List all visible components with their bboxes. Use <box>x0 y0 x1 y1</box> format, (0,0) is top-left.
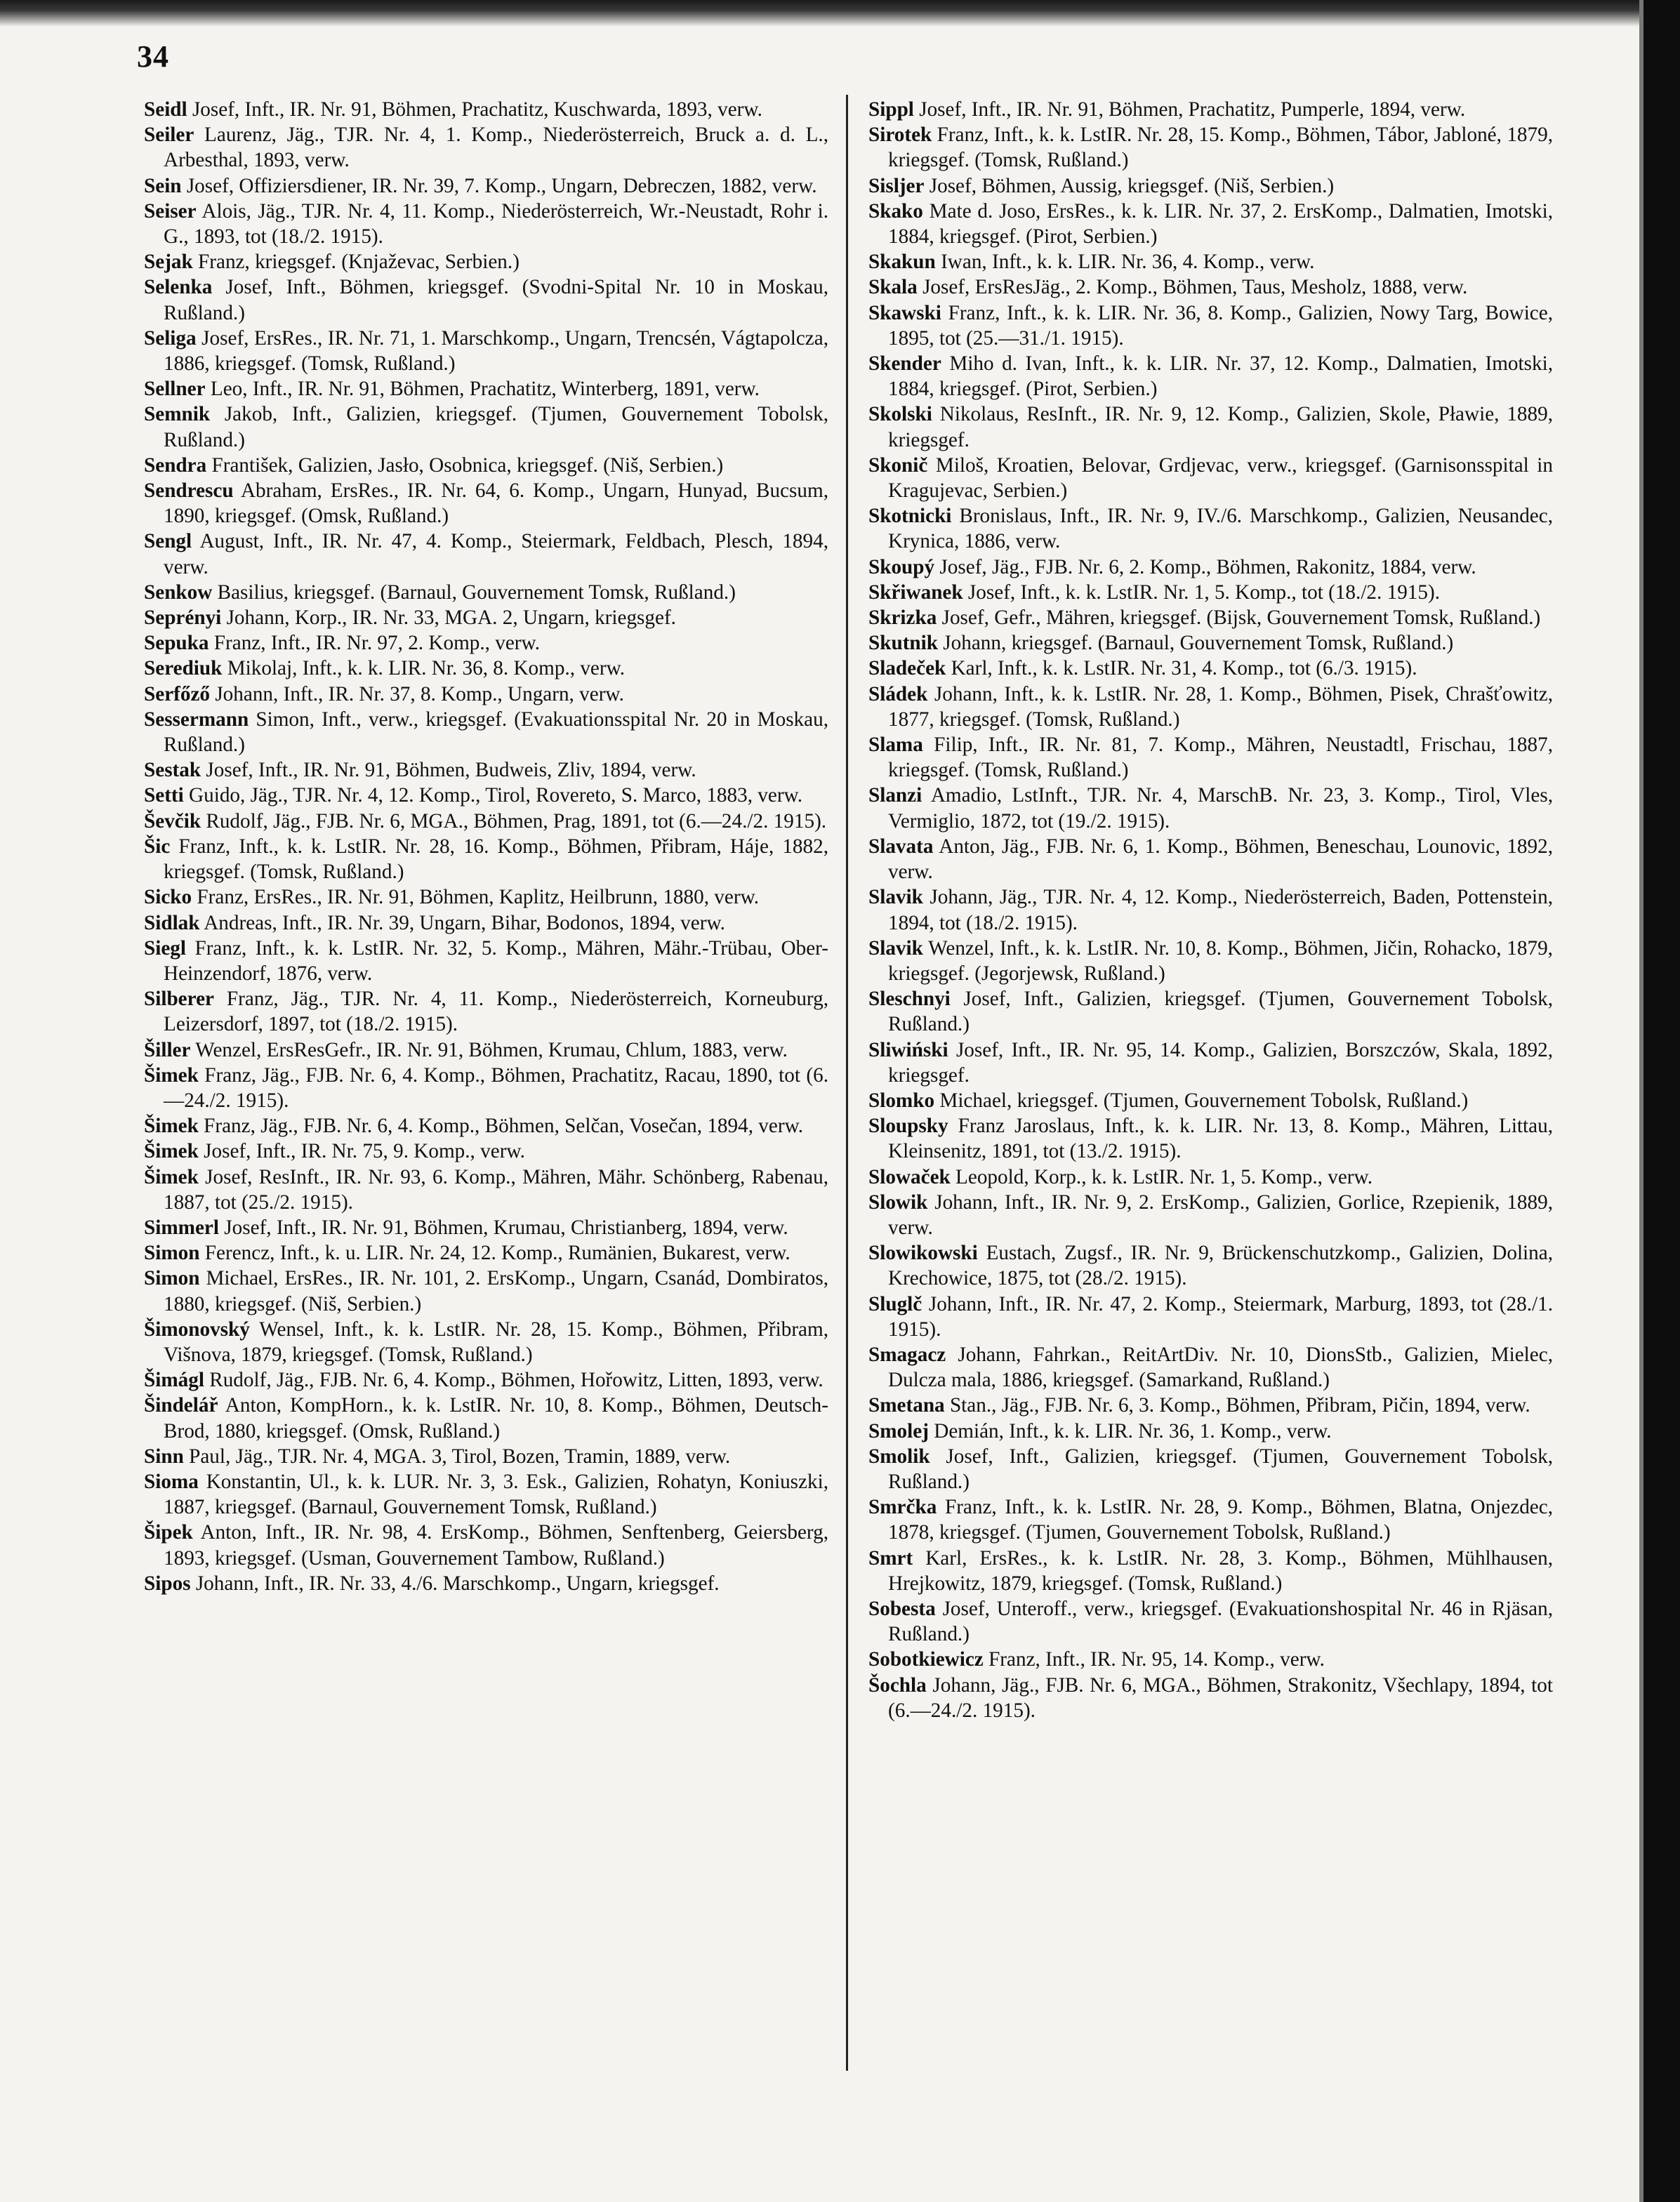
casualty-entry <box>144 1037 828 1063</box>
entry-surname: Slomko <box>868 1089 935 1112</box>
casualty-entry <box>868 1037 1553 1088</box>
casualty-entry <box>144 1113 828 1139</box>
entry-details: Laurenz, Jäg., TJR. Nr. 4, 1. Komp., Niederösterreich, Bruck a. d. L., Arbesthal, 1893, verw. <box>164 124 829 172</box>
casualty-entry <box>868 453 1553 503</box>
casualty-entry <box>868 199 1553 249</box>
page-number: 34 <box>137 39 169 74</box>
entry-details: Simon, Inft., verw., kriegsgef. (Evakuationsspital Nr. 20 in Moskau, Rußland.) <box>164 708 828 757</box>
entry-details: Rudolf, Jäg., FJB. Nr. 6, 4. Komp., Böhmen, Hořowitz, Litten, 1893, verw. <box>209 1369 824 1392</box>
entry-details: Wenzel, ErsResGefr., IR. Nr. 91, Böhmen, Krumau, Chlum, 1883, verw. <box>195 1038 788 1061</box>
casualty-entry <box>868 274 1553 300</box>
entry-details: Paul, Jäg., TJR. Nr. 4, MGA. 3, Tirol, Bozen, Tramin, 1889, verw. <box>189 1445 731 1468</box>
entry-details: Josef, Inft., IR. Nr. 91, Böhmen, Prachatitz, Kuschwarda, 1893, verw. <box>192 98 762 121</box>
entry-surname: Smrt <box>868 1546 913 1570</box>
entry-surname: Serfőző <box>144 682 211 705</box>
entry-details: Amadio, LstInft., TJR. Nr. 4, MarschB. Nr. 23, 3. Komp., Tirol, Vles, Vermiglio, 1872, tot (19./2. 1915). <box>888 784 1554 833</box>
entry-surname: Sinn <box>144 1445 184 1468</box>
entry-surname: Skutnik <box>868 632 938 655</box>
casualty-entry <box>144 580 828 605</box>
entry-details: Josef, ErsResJäg., 2. Komp., Böhmen, Taus, Mesholz, 1888, verw. <box>922 276 1468 299</box>
casualty-entry <box>868 249 1553 274</box>
casualty-entry <box>144 884 828 910</box>
entry-details: Mate d. Joso, ErsRes., k. k. LIR. Nr. 37, 2. ErsKomp., Dalmatien, Imotski, 1884, kriegsgef. (Pirot, Serbien.) <box>888 199 1554 248</box>
entry-details: Jakob, Inft., Galizien, kriegsgef. (Tjumen, Gouvernement Tobolsk, Rußland.) <box>164 403 828 451</box>
entry-surname: Slanzi <box>868 784 922 807</box>
entry-surname: Senkow <box>144 581 213 604</box>
casualty-entry <box>144 656 828 681</box>
casualty-entry <box>868 1647 1553 1672</box>
casualty-entry <box>144 1165 828 1215</box>
entry-details: Konstantin, Ul., k. k. LUR. Nr. 3, 3. Esk., Galizien, Rohatyn, Koniuszki, 1887, kriegsgef. (Barnaul, Gouvernement Tomsk, Rußland.) <box>164 1470 828 1519</box>
casualty-entry <box>868 1393 1553 1418</box>
casualty-entry <box>868 1113 1553 1164</box>
casualty-entry <box>868 555 1553 580</box>
entry-surname: Sladeček <box>868 657 946 680</box>
casualty-entry <box>868 503 1553 554</box>
column-divider <box>846 95 848 2071</box>
entry-details: Josef, Offiziersdiener, IR. Nr. 39, 7. Komp., Ungarn, Debreczen, 1882, verw. <box>186 174 817 197</box>
entry-details: Franz, Inft., k. k. LstIR. Nr. 28, 16. Komp., Böhmen, Přibram, Háje, 1882, kriegsgef. (Tomsk, Rußland.) <box>164 835 829 884</box>
entry-surname: Smetana <box>868 1394 945 1417</box>
casualty-entry <box>868 1546 1553 1596</box>
entry-details: Johann, Inft., k. k. LstIR. Nr. 28, 1. Komp., Böhmen, Pisek, Chrašťowitz, 1877, kriegsgef. (Tomsk, Rußland.) <box>888 682 1553 731</box>
casualty-entry <box>868 1444 1553 1494</box>
casualty-entry <box>144 249 828 274</box>
casualty-entry <box>868 173 1553 199</box>
entry-details: Josef, Inft., IR. Nr. 91, Böhmen, Krumau, Christianberg, 1894, verw. <box>224 1216 788 1239</box>
entry-details: Leo, Inft., IR. Nr. 91, Böhmen, Prachatitz, Winterberg, 1891, verw. <box>210 378 760 401</box>
entry-surname: Skawski <box>868 301 941 324</box>
casualty-entry <box>144 453 828 478</box>
entry-surname: Skako <box>868 199 923 223</box>
entry-surname: Seiler <box>144 124 194 147</box>
casualty-entry <box>144 986 828 1037</box>
entry-details: Josef, Inft., Galizien, kriegsgef. (Tjumen, Gouvernement Tobolsk, Rußland.) <box>888 1445 1553 1493</box>
scan-top-edge <box>0 0 1680 27</box>
casualty-entry <box>868 1419 1553 1444</box>
casualty-entry <box>144 834 828 884</box>
entry-details: Bronislaus, Inft., IR. Nr. 9, IV./6. Marschkomp., Galizien, Neusandec, Krynica, 1886, verw. <box>888 505 1553 553</box>
casualty-entry <box>144 1215 828 1240</box>
entry-details: Nikolaus, ResInft., IR. Nr. 9, 12. Komp., Galizien, Skole, Pławie, 1889, kriegsgef. <box>888 403 1554 451</box>
entry-details: Franz, ErsRes., IR. Nr. 91, Böhmen, Kaplitz, Heilbrunn, 1880, verw. <box>197 886 760 909</box>
entry-details: Johann, Inft., IR. Nr. 47, 2. Komp., Steiermark, Marburg, 1893, tot (28./1. 1915). <box>888 1292 1554 1341</box>
entry-surname: Ševčik <box>144 809 201 833</box>
entry-surname: Skoupý <box>868 555 935 578</box>
entry-details: Josef, Gefr., Mähren, kriegsgef. (Bijsk, Gouvernement Tomsk, Rußland.) <box>941 606 1541 630</box>
casualty-entry <box>868 97 1553 122</box>
casualty-entry <box>144 97 828 122</box>
casualty-entry <box>144 682 828 707</box>
casualty-entry <box>868 1596 1553 1647</box>
casualty-entry <box>144 1063 828 1113</box>
entry-surname: Skolski <box>868 403 932 426</box>
entry-details: Josef, Böhmen, Aussig, kriegsgef. (Niš, Serbien.) <box>929 174 1335 197</box>
entry-details: Demián, Inft., k. k. LIR. Nr. 36, 1. Komp., verw. <box>934 1419 1332 1442</box>
entry-surname: Sluglč <box>868 1292 922 1315</box>
entry-surname: Sobesta <box>868 1597 936 1620</box>
entry-details: Franz Jaroslaus, Inft., k. k. LIR. Nr. 13, 8. Komp., Mähren, Littau, Kleinsenitz, 1891, tot (13./2. 1915). <box>888 1115 1553 1163</box>
entry-details: Wensel, Inft., k. k. LstIR. Nr. 28, 15. Komp., Böhmen, Přibram, Višnova, 1879, kriegsgef. (Tomsk, Rußland.) <box>164 1318 828 1366</box>
entry-details: Franz, Jäg., TJR. Nr. 4, 11. Komp., Niederösterreich, Korneuburg, Leizersdorf, 1897, tot (18./2. 1915). <box>164 988 828 1036</box>
entry-details: Johann, Fahrkan., ReitArtDiv. Nr. 10, DionsStb., Galizien, Mielec, Dulcza mala, 1886, kriegsgef. (Samarkand, Rußland.) <box>888 1343 1553 1392</box>
entry-surname: Šiller <box>144 1038 191 1061</box>
casualty-entry <box>868 630 1553 656</box>
entry-surname: Slavik <box>868 936 923 960</box>
entry-surname: Slavata <box>868 835 934 858</box>
entry-details: Johann, Jäg., FJB. Nr. 6, MGA., Böhmen, Strakonitz, Všechlapy, 1894, tot (6.—24./2. 1915). <box>888 1673 1553 1722</box>
entry-surname: Slowikowski <box>868 1242 978 1265</box>
entry-surname: Sestak <box>144 759 201 782</box>
entry-details: Josef, Unteroff., verw., kriegsgef. (Evakuationshospital Nr. 46 in Rjäsan, Rußland.) <box>888 1597 1553 1646</box>
casualty-entry <box>868 884 1553 935</box>
entry-surname: Smolej <box>868 1419 929 1442</box>
entry-details: Franz, Inft., IR. Nr. 97, 2. Komp., verw. <box>213 632 541 655</box>
casualty-entry <box>868 682 1553 732</box>
entry-surname: Sejak <box>144 251 193 274</box>
casualty-entry <box>868 1673 1553 1723</box>
entry-surname: Sioma <box>144 1470 199 1493</box>
entry-surname: Šimonovský <box>144 1318 250 1341</box>
entry-surname: Semnik <box>144 403 211 426</box>
entry-details: Anton, Jäg., FJB. Nr. 6, 1. Komp., Böhmen, Beneschau, Lounovic, 1892, verw. <box>888 835 1553 884</box>
casualty-entry <box>144 630 828 656</box>
entry-surname: Sirotek <box>868 124 932 147</box>
right-column <box>868 97 1553 1723</box>
entry-surname: Skonič <box>868 453 928 477</box>
casualty-entry <box>868 1088 1553 1113</box>
casualty-entry <box>144 1139 828 1164</box>
entry-surname: Šindelář <box>144 1394 218 1417</box>
entry-surname: Silberer <box>144 988 214 1011</box>
casualty-entry <box>144 936 828 986</box>
entry-surname: Sicko <box>144 886 192 909</box>
entry-details: Miloš, Kroatien, Belovar, Grdjevac, verw., kriegsgef. (Garnisonsspital in Kragujevac, Serbien.) <box>888 453 1553 503</box>
entry-surname: Sobotkiewicz <box>868 1648 984 1671</box>
entry-surname: Skřiwanek <box>868 581 963 604</box>
casualty-entry <box>144 809 828 834</box>
entry-details: Miho d. Ivan, Inft., k. k. LIR. Nr. 37, 12. Komp., Dalmatien, Imotski, 1884, kriegsgef. (Pirot, Serbien.) <box>888 352 1553 401</box>
casualty-entry <box>144 1469 828 1520</box>
entry-details: August, Inft., IR. Nr. 47, 4. Komp., Steiermark, Feldbach, Plesch, 1894, verw. <box>164 530 829 578</box>
casualty-entry <box>144 529 828 579</box>
entry-details: Josef, Jäg., FJB. Nr. 6, 2. Komp., Böhmen, Rakonitz, 1884, verw. <box>939 555 1476 578</box>
entry-details: Anton, Inft., IR. Nr. 98, 4. ErsKomp., Böhmen, Senftenberg, Geiersberg, 1893, kriegsgef. (Usman, Gouvernement Tambow, Rußland.) <box>164 1521 828 1570</box>
entry-surname: Smrčka <box>868 1496 937 1519</box>
casualty-entry <box>144 1393 828 1443</box>
entry-surname: Šimek <box>144 1140 199 1163</box>
casualty-entry <box>868 1165 1553 1190</box>
entry-surname: Slowik <box>868 1190 928 1214</box>
casualty-entry <box>144 910 828 936</box>
casualty-entry <box>868 402 1553 452</box>
entry-details: Karl, ErsRes., k. k. LstIR. Nr. 28, 3. Komp., Böhmen, Mühlhausen, Hrejkowitz, 1879, kriegsgef. (Tomsk, Rußland.) <box>888 1546 1554 1595</box>
entry-surname: Šimek <box>144 1115 199 1138</box>
entry-surname: Sládek <box>868 682 928 705</box>
entry-surname: Skala <box>868 276 918 299</box>
entry-surname: Šipek <box>144 1521 193 1544</box>
entry-details: Josef, Inft., IR. Nr. 75, 9. Komp., verw. <box>204 1140 525 1163</box>
entry-surname: Siegl <box>144 936 186 960</box>
casualty-entry <box>144 122 828 173</box>
entry-details: Andreas, Inft., IR. Nr. 39, Ungarn, Bihar, Bodonos, 1894, verw. <box>204 911 725 934</box>
entry-surname: Sisljer <box>868 174 925 197</box>
entry-details: Franz, Inft., IR. Nr. 95, 14. Komp., verw. <box>988 1648 1325 1671</box>
entry-details: Rudolf, Jäg., FJB. Nr. 6, MGA., Böhmen, Prag, 1891, tot (6.—24./2. 1915). <box>206 809 827 833</box>
entry-surname: Sippl <box>868 98 914 121</box>
entry-details: Johann, kriegsgef. (Barnaul, Gouvernement Tomsk, Rußland.) <box>943 632 1454 655</box>
entry-surname: Slavik <box>868 886 923 909</box>
entry-details: Josef, Inft., Böhmen, kriegsgef. (Svodni-Spital Nr. 10 in Moskau, Rußland.) <box>164 276 829 324</box>
entry-surname: Smolik <box>868 1445 930 1468</box>
entry-surname: Skakun <box>868 251 936 274</box>
entry-surname: Sepuka <box>144 632 209 655</box>
casualty-entry <box>144 1266 828 1316</box>
casualty-entry <box>144 1444 828 1469</box>
casualty-entry <box>144 1571 828 1596</box>
entry-details: Iwan, Inft., k. k. LIR. Nr. 36, 4. Komp., verw. <box>941 251 1315 274</box>
entry-surname: Sein <box>144 174 182 197</box>
entry-surname: Simon <box>144 1242 200 1265</box>
entry-surname: Šochla <box>868 1673 927 1697</box>
entry-surname: Sliwiński <box>868 1038 948 1061</box>
casualty-entry <box>144 605 828 630</box>
entry-surname: Sessermann <box>144 708 249 731</box>
entry-details: Johann, Inft., IR. Nr. 9, 2. ErsKomp., Galizien, Gorlice, Rzepienik, 1889, verw. <box>888 1190 1554 1239</box>
left-column <box>144 97 828 1596</box>
entry-details: Josef, Inft., IR. Nr. 91, Böhmen, Prachatitz, Pumperle, 1894, verw. <box>919 98 1466 121</box>
entry-details: Johann, Jäg., TJR. Nr. 4, 12. Komp., Niederösterreich, Baden, Pottenstein, 1894, tot (18./2. 1915). <box>888 886 1553 934</box>
casualty-entry <box>868 1292 1553 1342</box>
entry-surname: Šic <box>144 835 171 858</box>
entry-surname: Sleschnyi <box>868 988 951 1011</box>
entry-details: Stan., Jäg., FJB. Nr. 6, 3. Komp., Böhmen, Přibram, Pičin, 1894, verw. <box>949 1394 1530 1417</box>
scan-right-border <box>1643 0 1680 2202</box>
entry-surname: Serediuk <box>144 657 223 680</box>
casualty-entry <box>144 757 828 783</box>
casualty-entry <box>144 376 828 402</box>
entry-details: Josef, ResInft., IR. Nr. 93, 6. Komp., Mähren, Mähr. Schönberg, Rabenau, 1887, tot (25./2. 1915). <box>164 1165 828 1214</box>
casualty-entry <box>144 1317 828 1367</box>
casualty-entry <box>144 326 828 376</box>
entry-surname: Slowaček <box>868 1165 951 1188</box>
entry-details: Michael, ErsRes., IR. Nr. 101, 2. ErsKomp., Ungarn, Csanád, Dombiratos, 1880, kriegsgef. (Niš, Serbien.) <box>164 1267 829 1315</box>
casualty-entry <box>868 986 1553 1037</box>
entry-details: Josef, Inft., k. k. LstIR. Nr. 1, 5. Komp., tot (18./2. 1915). <box>967 581 1441 604</box>
entry-surname: Setti <box>144 784 184 807</box>
entry-surname: Sendrescu <box>144 479 234 503</box>
casualty-entry <box>144 707 828 757</box>
entry-details: Franz, kriegsgef. (Knjaževac, Serbien.) <box>198 251 520 274</box>
entry-details: Josef, Inft., IR. Nr. 95, 14. Komp., Galizien, Borszczów, Skala, 1892, kriegsgef. <box>888 1038 1554 1087</box>
entry-surname: Selenka <box>144 276 213 299</box>
casualty-entry <box>144 402 828 452</box>
entry-surname: Simon <box>144 1267 200 1290</box>
entry-surname: Seprényi <box>144 606 222 630</box>
entry-surname: Slama <box>868 734 923 757</box>
entry-details: Franz, Inft., k. k. LstIR. Nr. 28, 9. Komp., Böhmen, Blatna, Onjezdec, 1878, kriegsgef. (Tjumen, Gouvernement Tobolsk, Rußland.) <box>888 1496 1553 1544</box>
entry-surname: Skrizka <box>868 606 937 630</box>
casualty-entry <box>868 1342 1553 1393</box>
entry-surname: Simmerl <box>144 1216 219 1239</box>
casualty-entry <box>868 732 1553 783</box>
casualty-entry <box>868 605 1553 630</box>
entry-details: Filip, Inft., IR. Nr. 81, 7. Komp., Mähren, Neustadtl, Frischau, 1887, kriegsgef. (Tomsk, Rußland.) <box>888 734 1553 782</box>
entry-surname: Sidlak <box>144 911 200 934</box>
entry-surname: Šimek <box>144 1063 199 1087</box>
casualty-entry <box>144 173 828 199</box>
entry-surname: Sellner <box>144 378 206 401</box>
casualty-entry <box>868 656 1553 681</box>
casualty-entry <box>144 783 828 808</box>
entry-details: Johann, Korp., IR. Nr. 33, MGA. 2, Ungarn, kriegsgef. <box>226 606 676 630</box>
entry-details: Josef, Inft., Galizien, kriegsgef. (Tjumen, Gouvernement Tobolsk, Rußland.) <box>888 988 1553 1036</box>
casualty-entry <box>868 1190 1553 1240</box>
entry-details: Anton, KompHorn., k. k. LstIR. Nr. 10, 8. Komp., Böhmen, Deutsch-Brod, 1880, kriegsgef. (Omsk, Rußland.) <box>164 1394 828 1442</box>
entry-details: Mikolaj, Inft., k. k. LIR. Nr. 36, 8. Komp., verw. <box>227 657 626 680</box>
entry-surname: Seliga <box>144 326 197 350</box>
entry-details: Franz, Inft., k. k. LIR. Nr. 36, 8. Komp., Galizien, Nowy Targ, Bowice, 1895, tot (25.—31./1. 1915). <box>888 301 1554 350</box>
casualty-entry <box>144 199 828 249</box>
entry-surname: Seidl <box>144 98 187 121</box>
entry-details: Guido, Jäg., TJR. Nr. 4, 12. Komp., Tirol, Rovereto, S. Marco, 1883, verw. <box>189 784 803 807</box>
casualty-entry <box>868 834 1553 884</box>
entry-details: Basilius, kriegsgef. (Barnaul, Gouvernement Tomsk, Rußland.) <box>217 581 736 604</box>
casualty-entry <box>868 1494 1553 1545</box>
entry-details: Josef, ErsRes., IR. Nr. 71, 1. Marschkomp., Ungarn, Trencsén, Vágtapolcza, 1886, kriegsgef. (Tomsk, Rußland.) <box>164 326 828 376</box>
entry-surname: Šimágl <box>144 1369 204 1392</box>
entry-details: Franz, Inft., k. k. LstIR. Nr. 28, 15. Komp., Böhmen, Tábor, Jabloné, 1879, kriegsgef. (Tomsk, Rußland.) <box>888 124 1553 172</box>
casualty-entry <box>868 300 1553 351</box>
entry-surname: Smagacz <box>868 1343 946 1366</box>
entry-surname: Sengl <box>144 530 192 553</box>
entry-details: Leopold, Korp., k. k. LstIR. Nr. 1, 5. Komp., verw. <box>955 1165 1373 1188</box>
entry-details: Josef, Inft., IR. Nr. 91, Böhmen, Budweis, Zliv, 1894, verw. <box>206 759 696 782</box>
casualty-entry <box>868 351 1553 402</box>
entry-details: Franz, Jäg., FJB. Nr. 6, 4. Komp., Böhmen, Prachatitz, Racau, 1890, tot (6.—24./2. 1915). <box>164 1063 829 1112</box>
casualty-entry <box>868 580 1553 605</box>
casualty-entry <box>868 783 1553 833</box>
entry-details: Alois, Jäg., TJR. Nr. 4, 11. Komp., Niederösterreich, Wr.-Neustadt, Rohr i. G., 1893, tot (18./2. 1915). <box>164 199 828 248</box>
entry-details: Abraham, ErsRes., IR. Nr. 64, 6. Komp., Ungarn, Hunyad, Bucsum, 1890, kriegsgef. (Omsk, Rußland.) <box>164 479 829 528</box>
entry-details: Johann, Inft., IR. Nr. 37, 8. Komp., Ungarn, verw. <box>215 682 624 705</box>
entry-surname: Skotnicki <box>868 505 952 528</box>
entry-surname: Sloupsky <box>868 1115 948 1138</box>
entry-details: Ferencz, Inft., k. u. LIR. Nr. 24, 12. Komp., Rumänien, Bukarest, verw. <box>204 1242 791 1265</box>
casualty-entry <box>868 122 1553 173</box>
casualty-entry <box>868 1240 1553 1291</box>
entry-surname: Seiser <box>144 199 197 223</box>
entry-surname: Sendra <box>144 453 207 477</box>
casualty-entry <box>144 1240 828 1266</box>
entry-details: František, Galizien, Jasło, Osobnica, kriegsgef. (Niš, Serbien.) <box>211 453 724 477</box>
casualty-entry <box>144 1367 828 1393</box>
entry-details: Franz, Inft., k. k. LstIR. Nr. 32, 5. Komp., Mähren, Mähr.-Trübau, Ober-Heinzendorf, 1876, verw. <box>164 936 828 985</box>
casualty-entry <box>144 1520 828 1570</box>
entry-surname: Skender <box>868 352 941 376</box>
casualty-entry <box>144 478 828 529</box>
entry-details: Michael, kriegsgef. (Tjumen, Gouvernement Tobolsk, Rußland.) <box>939 1089 1469 1112</box>
casualty-entry <box>868 936 1553 986</box>
casualty-entry <box>144 274 828 325</box>
entry-details: Wenzel, Inft., k. k. LstIR. Nr. 10, 8. Komp., Böhmen, Jičin, Rohacko, 1879, kriegsgef. (Jegorjewsk, Rußland.) <box>888 936 1553 985</box>
entry-surname: Sipos <box>144 1572 191 1595</box>
entry-details: Johann, Inft., IR. Nr. 33, 4./6. Marschkomp., Ungarn, kriegsgef. <box>195 1572 720 1595</box>
entry-details: Karl, Inft., k. k. LstIR. Nr. 31, 4. Komp., tot (6./3. 1915). <box>951 657 1417 680</box>
entry-details: Franz, Jäg., FJB. Nr. 6, 4. Komp., Böhmen, Selčan, Vosečan, 1894, verw. <box>204 1115 804 1138</box>
entry-surname: Šimek <box>144 1165 199 1188</box>
entry-details: Eustach, Zugsf., IR. Nr. 9, Brückenschutzkomp., Galizien, Dolina, Krechowice, 1875, tot (28./2. 1915). <box>888 1242 1554 1290</box>
